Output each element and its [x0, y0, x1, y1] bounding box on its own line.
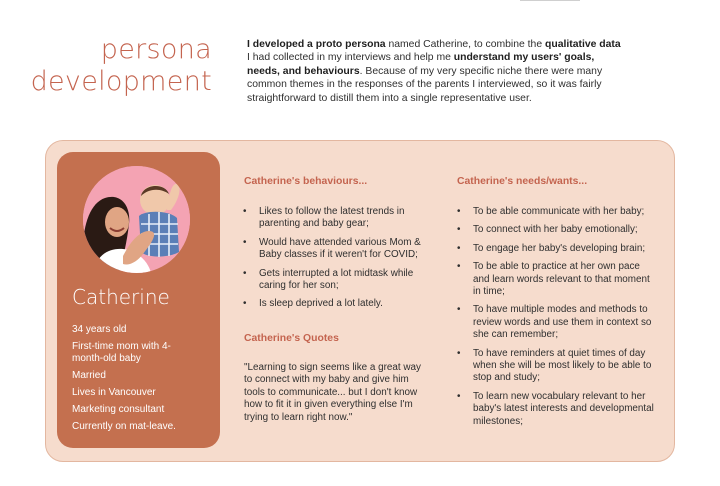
behaviour-item: • Is sleep deprived a lot lately. — [241, 298, 427, 310]
fact-item: Married — [72, 370, 106, 381]
behaviours-title: Catherine's behaviours... — [244, 176, 368, 187]
intro-text-1: named Catherine, to combine the — [385, 39, 545, 50]
need-item: • To be able communicate with her baby; — [455, 206, 655, 218]
need-item: • To have reminders at quiet times of day when she will be most likely to be able to stop and study; — [455, 348, 655, 385]
page-title-line-2: development — [30, 66, 212, 97]
fact-item: Marketing consultant — [72, 404, 165, 415]
fact-item: 34 years old — [72, 324, 127, 335]
need-item: • To have multiple modes and methods to review words and use them in context so she can remember; — [455, 304, 655, 341]
needs-title: Catherine's needs/wants... — [457, 176, 588, 187]
fact-item: Lives in Vancouver — [72, 387, 156, 398]
needs-list — [455, 206, 655, 428]
behaviour-item: • Likes to follow the latest trends in parenting and baby gear; — [241, 206, 427, 231]
persona-facts — [72, 324, 212, 438]
intro-text-3: . Because of my very specific niche there were many common themes in the responses of the parents I interviewed, so it was fairly straightforward to distill them into a single representative user. — [247, 65, 603, 104]
persona-profile-panel — [57, 152, 220, 448]
persona-quote: "Learning to sign seems like a great way to connect with my baby and give him tools to communicate... but I don't know how to fit it in given everything else I'm trying to learn right now." — [244, 362, 421, 423]
behaviours-list — [241, 206, 427, 311]
need-item: • To engage her baby's developing brain; — [455, 243, 655, 255]
page-title — [31, 34, 212, 98]
page-title-line-1: persona — [100, 34, 212, 65]
intro-strong-1: I developed a proto persona — [247, 39, 386, 50]
top-divider — [520, 0, 580, 1]
avatar — [83, 166, 190, 273]
intro-strong-2: qualitative data — [545, 39, 621, 50]
fact-item: Currently on mat-leave. — [72, 421, 176, 432]
quotes-title: Catherine's Quotes — [244, 333, 339, 344]
behaviour-item: • Gets interrupted a lot midtask while caring for her son; — [241, 268, 427, 293]
mother-and-baby-photo — [83, 166, 190, 273]
fact-item: First-time mom with 4-month-old baby — [72, 341, 171, 364]
need-item: • To connect with her baby emotionally; — [455, 224, 655, 236]
need-item: • To learn new vocabulary relevant to her baby's latest interests and developmental milestones; — [455, 391, 655, 428]
need-item: • To be able to practice at her own pace and learn words relevant to that moment in time; — [455, 261, 655, 298]
intro-text-2: I had collected in my interviews and help me — [247, 52, 454, 64]
persona-name: Catherine — [72, 285, 170, 309]
behaviour-item: • Would have attended various Mom & Baby classes if it weren't for COVID; — [241, 237, 427, 262]
intro-paragraph — [247, 38, 622, 105]
intro-strong-3: understand my users' goals, needs, and behaviours — [247, 52, 595, 77]
